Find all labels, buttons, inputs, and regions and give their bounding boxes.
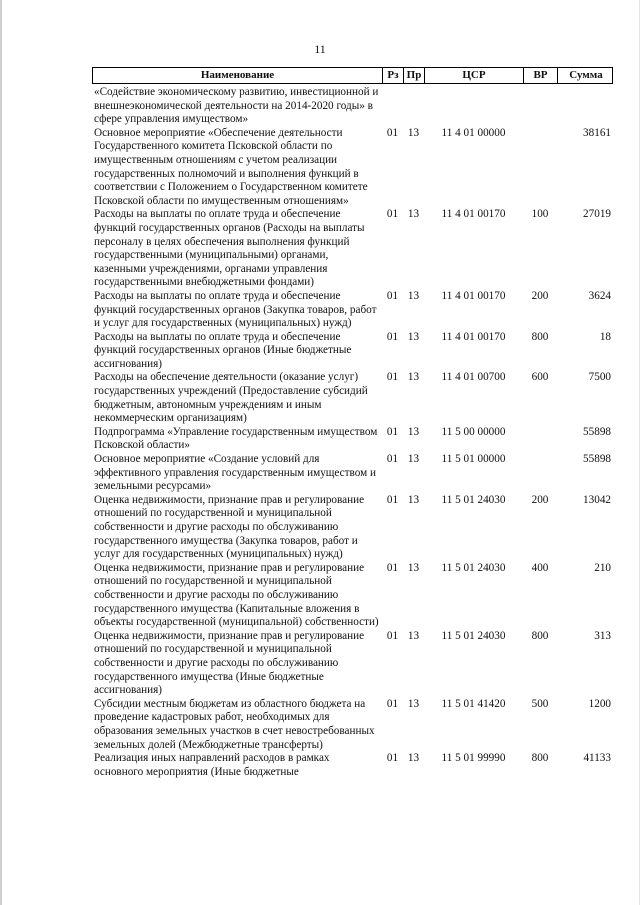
table-row xyxy=(92,426,613,453)
budget-table xyxy=(92,67,613,779)
header-pr: Пр xyxy=(404,68,425,83)
cell-pr: 13 xyxy=(407,453,420,466)
cell-vr: 400 xyxy=(531,561,549,574)
cell-name: «Содействие экономическому развитию, инвестиционной и внешнеэкономической деятельности на 2014-2020 годы» в сфере управления имуществом» xyxy=(94,86,379,126)
cell-sum: 313 xyxy=(594,629,611,642)
cell-rz: 01 xyxy=(386,453,399,466)
cell-rz: 01 xyxy=(386,629,399,642)
cell-vr xyxy=(523,86,557,127)
table-row xyxy=(92,127,613,209)
cell-csr: 11 5 01 00000 xyxy=(441,453,506,466)
cell-pr: 13 xyxy=(407,208,420,221)
cell-pr: 13 xyxy=(407,330,420,343)
cell-rz: 01 xyxy=(386,126,399,139)
cell-name: Основное мероприятие «Создание условий для эффективного управления государственным имуществом и земельными ресурсами» xyxy=(94,453,376,493)
cell-rz: 01 xyxy=(386,493,399,506)
cell-csr: 11 5 00 00000 xyxy=(441,425,506,438)
cell-rz: 01 xyxy=(386,425,399,438)
table-row xyxy=(92,453,613,494)
cell-vr: 800 xyxy=(531,752,549,765)
table-row xyxy=(92,494,613,562)
cell-vr: 200 xyxy=(531,289,549,302)
cell-vr: 100 xyxy=(531,208,549,221)
cell-pr: 13 xyxy=(407,425,420,438)
cell-rz: 01 xyxy=(386,752,399,765)
cell-vr xyxy=(523,426,557,453)
cell-sum: 3624 xyxy=(588,289,611,302)
header-csr: ЦСР xyxy=(425,68,524,83)
cell-sum: 55898 xyxy=(583,453,611,466)
header-vr: ВР xyxy=(524,68,558,83)
cell-pr: 13 xyxy=(407,752,420,765)
cell-pr xyxy=(403,86,424,127)
cell-csr: 11 4 01 00170 xyxy=(441,330,506,343)
cell-rz xyxy=(382,86,403,127)
cell-csr: 11 5 01 24030 xyxy=(441,493,506,506)
cell-sum: 7500 xyxy=(588,371,611,384)
cell-sum: 38161 xyxy=(583,126,611,139)
cell-pr: 13 xyxy=(407,289,420,302)
table-row xyxy=(92,371,613,425)
header-rz: Рз xyxy=(383,68,404,83)
cell-name: Оценка недвижимости, признание прав и регулирование отношений по государственной и муниципальной собственности и другие расходы по обслуживанию государственного имущества (Капитальные вложения в объекты государственной (муниципальной) собственности) xyxy=(94,561,379,629)
table-row xyxy=(92,331,613,372)
cell-csr: 11 5 01 24030 xyxy=(441,561,506,574)
header-name: Наименование xyxy=(93,68,383,83)
cell-sum: 1200 xyxy=(588,697,611,710)
cell-rz: 01 xyxy=(386,561,399,574)
cell-sum: 41133 xyxy=(583,752,611,765)
cell-vr: 800 xyxy=(531,330,549,343)
cell-name: Расходы на выплаты по оплате труда и обеспечение функций государственных органов (Иные бюджетные ассигнования) xyxy=(94,330,352,370)
cell-vr xyxy=(523,453,557,494)
cell-csr: 11 4 01 00000 xyxy=(441,126,506,139)
cell-name: Подпрограмма «Управление государственным имуществом Псковской области» xyxy=(94,425,378,452)
cell-pr: 13 xyxy=(407,371,420,384)
cell-name: Расходы на выплаты по оплате труда и обеспечение функций государственных органов (Расходы на выплаты персоналу в целях обеспечения выполнения функций государственными (муниципальными) органами, казенными учреждениями, органами управления государственными внебюджетными фондами) xyxy=(94,208,365,289)
page-number: 11 xyxy=(314,42,326,56)
cell-name: Субсидии местным бюджетам из областного бюджета на проведение кадастровых работ, необходимых для образования земельных участков в счет невостребованных земельных долей (Межбюджетные трансферты) xyxy=(94,697,375,751)
cell-rz: 01 xyxy=(386,289,399,302)
cell-rz: 01 xyxy=(386,208,399,221)
cell-vr: 500 xyxy=(531,697,549,710)
cell-csr: 11 4 01 00700 xyxy=(441,371,506,384)
cell-vr xyxy=(523,127,557,209)
cell-name: Оценка недвижимости, признание прав и регулирование отношений по государственной и муниципальной собственности и другие расходы по обслуживанию государственного имущества (Иные бюджетные ассигнования) xyxy=(94,629,365,697)
cell-sum: 210 xyxy=(594,561,611,574)
cell-name: Реализация иных направлений расходов в рамках основного мероприятия (Иные бюджетные xyxy=(94,752,330,778)
table-header xyxy=(92,67,613,84)
cell-csr: 11 4 01 00170 xyxy=(441,289,506,302)
table-body xyxy=(92,86,613,779)
cell-sum: 18 xyxy=(599,330,611,343)
cell-name: Основное мероприятие «Обеспечение деятельности Государственного комитета Псковской области по имущественным отношениям с учетом реализации государственных полномочий и выполнения функций в соответствии с Положением о Государственном комитете Псковской области по имущественным отношениям» xyxy=(94,126,368,207)
cell-pr: 13 xyxy=(407,629,420,642)
cell-sum: 27019 xyxy=(583,208,611,221)
table-row xyxy=(92,86,613,127)
scan-left-edge xyxy=(0,0,2,905)
cell-name: Расходы на выплаты по оплате труда и обеспечение функций государственных органов (Закупка товаров, работ и услуг для государственных (муниципальных) нужд) xyxy=(94,289,377,330)
cell-sum: 55898 xyxy=(583,425,611,438)
cell-rz: 01 xyxy=(386,697,399,710)
cell-sum xyxy=(557,86,613,127)
table-row xyxy=(92,208,613,290)
cell-vr: 800 xyxy=(531,629,549,642)
cell-pr: 13 xyxy=(407,126,420,139)
header-sum: Сумма xyxy=(569,69,603,81)
cell-csr: 11 5 01 99990 xyxy=(441,752,506,765)
table-row xyxy=(92,630,613,698)
table-row xyxy=(92,562,613,630)
table-row xyxy=(92,290,613,331)
cell-rz: 01 xyxy=(386,330,399,343)
cell-csr xyxy=(424,86,523,127)
cell-vr: 200 xyxy=(531,493,549,506)
cell-rz: 01 xyxy=(386,371,399,384)
table-row xyxy=(92,698,613,752)
cell-pr: 13 xyxy=(407,697,420,710)
cell-pr: 13 xyxy=(407,561,420,574)
cell-csr: 11 5 01 24030 xyxy=(441,629,506,642)
cell-csr: 11 5 01 41420 xyxy=(441,697,506,710)
cell-csr: 11 4 01 00170 xyxy=(441,208,506,221)
cell-name: Расходы на обеспечение деятельности (оказание услуг) государственных учреждений (Предоставление субсидий бюджетным, автономным учреждениям и иным некоммерческим организациям) xyxy=(94,371,368,425)
cell-vr: 600 xyxy=(531,371,549,384)
table-row xyxy=(92,752,613,779)
cell-sum: 13042 xyxy=(583,493,611,506)
cell-pr: 13 xyxy=(407,493,420,506)
cell-name: Оценка недвижимости, признание прав и регулирование отношений по государственной и муниципальной собственности и другие расходы по обслуживанию государственного имущества (Закупка товаров, работ и услуг для государственных (муниципальных) нужд) xyxy=(94,493,365,561)
